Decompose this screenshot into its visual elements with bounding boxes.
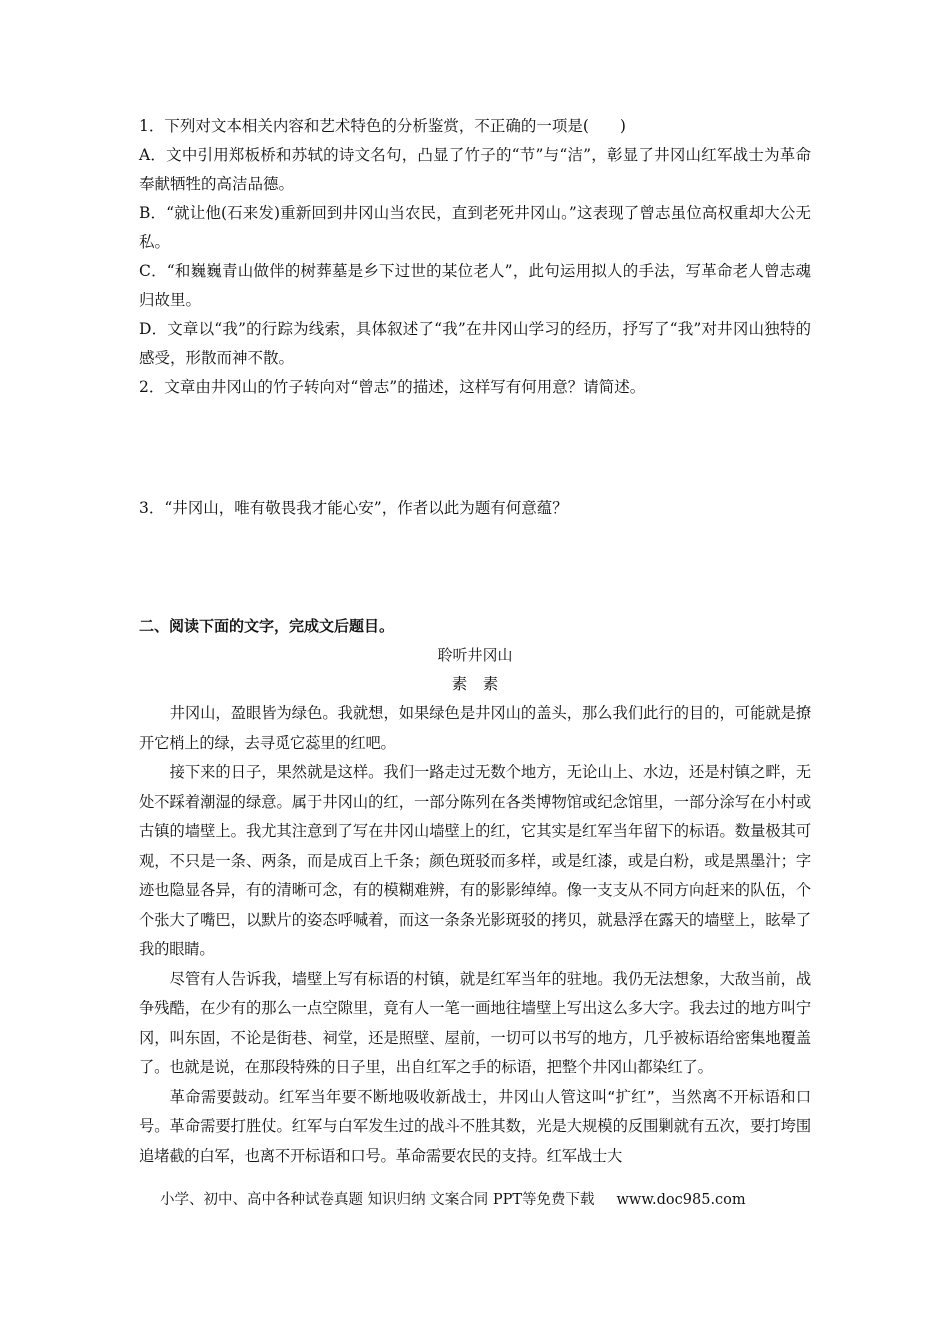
question-block-1 xyxy=(139,112,811,402)
question-block-3 xyxy=(139,494,811,523)
page-footer xyxy=(160,1188,840,1209)
footer-text: 小学、初中、高中各种试卷真题 知识归纳 文案合同 PPT等免费下载 xyxy=(160,1192,595,1208)
article-paragraph-4: 革命需要鼓动。红军当年要不断地吸收新战士，井冈山人管这叫“扩红”，当然离不开标语和口号。革命需要打胜仗。红军与白军发生过的战斗不胜其数，光是大规模的反围剿就有五次，要打垮围追堵截的白军，也离不开标语和口号。革命需要农民的支持。红军战士大 xyxy=(139,1087,811,1165)
question-1-option-c: C．“和巍巍青山做伴的树葬墓是乡下过世的某位老人”，此句运用拟人的手法，写革命老人曾志魂归故里。 xyxy=(139,262,811,309)
reading-section xyxy=(139,612,811,1171)
article-paragraph-1: 井冈山，盈眼皆为绿色。我就想，如果绿色是井冈山的盖头，那么我们此行的目的，可能就是撩开它梢上的绿，去寻觅它蕊里的红吧。 xyxy=(139,704,811,752)
question-2: 2．文章由井冈山的竹子转向对“曾志”的描述，这样写有何用意？请简述。 xyxy=(139,378,646,396)
question-1-option-b: B．“就让他(石来发)重新回到井冈山当农民，直到老死井冈山。”这表现了曾志虽位高权重却大公无私。 xyxy=(139,204,811,251)
section-heading: 二、阅读下面的文字，完成文后题目。 xyxy=(139,617,395,635)
footer-url[interactable]: www.doc985.com xyxy=(616,1192,746,1208)
question-1-option-d: D．文章以“我”的行踪为线索，具体叙述了“我”在井冈山学习的经历，抒写了“我”对井冈山独特的感受，形散而神不散。 xyxy=(139,320,811,367)
article-paragraph-2: 接下来的日子，果然就是这样。我们一路走过无数个地方，无论山上、水边，还是村镇之畔，无处不踩着潮湿的绿意。属于井冈山的红，一部分陈列在各类博物馆或纪念馆里，一部分涂写在小村或古镇的墙壁上。我尤其注意到了写在井冈山墙壁上的红，它其实是红军当年留下的标语。数量极其可观，不只是一条、两条，而是成百上千条；颜色斑驳而多样，或是红漆，或是白粉，或是黑墨汁；字迹也隐显各异，有的清晰可念，有的模糊难辨，有的影影绰绰。像一支支从不同方向赶来的队伍，个个张大了嘴巴，以默片的姿态呼喊着，而这一条条光影斑驳的拷贝，就悬浮在露天的墙壁上，眩晕了我的眼睛。 xyxy=(139,763,811,958)
question-1-option-a: A．文中引用郑板桥和苏轼的诗文名句，凸显了竹子的“节”与“洁”，彰显了井冈山红军战士为革命奉献牺牲的高洁品德。 xyxy=(139,146,811,193)
question-1-stem: 1．下列对文本相关内容和艺术特色的分析鉴赏，不正确的一项是( ) xyxy=(139,117,626,135)
article-title: 聆听井冈山 xyxy=(437,646,513,664)
article-author: 素 素 xyxy=(451,675,499,693)
question-3: 3．“井冈山，唯有敬畏我才能心安”，作者以此为题有何意蕴？ xyxy=(139,499,568,517)
article-paragraph-3: 尽管有人告诉我，墙壁上写有标语的村镇，就是红军当年的驻地。我仍无法想象，大敌当前，战争残酷，在少有的那么一点空隙里，竟有人一笔一画地往墙壁上写出这么多大字。我去过的地方叫宁冈，叫东固，不论是街巷、祠堂，还是照壁、屋前，一切可以书写的地方，几乎被标语给密集地覆盖了。也就是说，在那段特殊的日子里，出自红军之手的标语，把整个井冈山都染红了。 xyxy=(139,969,811,1076)
